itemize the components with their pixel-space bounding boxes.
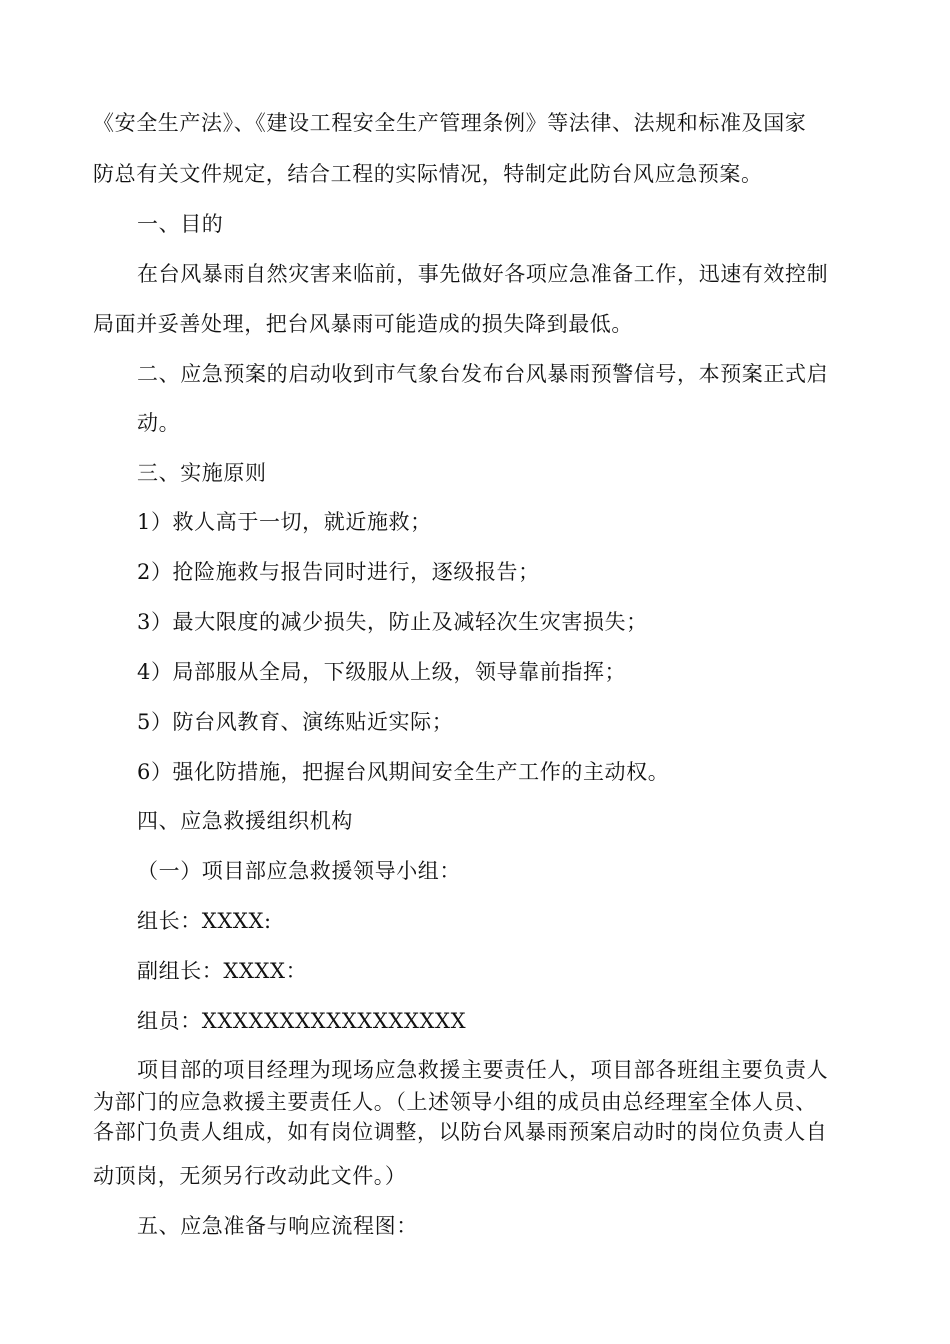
text-line-responsibility-4: 动顶岗，无须另行改动此文件。） — [93, 1164, 407, 1188]
subheading-leadership-group: （一）项目部应急救援领导小组： — [137, 859, 461, 883]
list-item-principle-1: 1）救人高于一切，就近施救； — [137, 510, 432, 534]
section-heading-flowchart: 五、应急准备与响应流程图： — [137, 1214, 418, 1238]
section-heading-principles: 三、实施原则 — [137, 461, 267, 485]
list-item-principle-2: 2）抢险施救与报告同时进行，逐级报告； — [137, 560, 540, 584]
text-line-activation-2: 动。 — [137, 411, 181, 435]
text-line-deputy-leader: 副组长：XXXX： — [137, 959, 308, 983]
text-line-leader: 组长：XXXX: — [137, 909, 272, 933]
section-heading-organization: 四、应急救援组织机构 — [137, 809, 353, 833]
section-heading-activation: 二、应急预案的启动收到市气象台发布台风暴雨预警信号，本预案正式启 — [137, 362, 829, 386]
list-item-principle-5: 5）防台风教育、演练贴近实际； — [137, 710, 454, 734]
text-line-purpose-2: 局面并妥善处理，把台风暴雨可能造成的损失降到最低。 — [93, 312, 633, 336]
text-line-intro-2: 防总有关文件规定，结合工程的实际情况，特制定此防台风应急预案。 — [93, 162, 763, 186]
list-item-principle-6: 6）强化防措施，把握台风期间安全生产工作的主动权。 — [137, 760, 670, 784]
text-line-intro-1: 《安全生产法》、《建设工程安全生产管理条例》等法律、法规和标准及国家 — [93, 111, 807, 135]
list-item-principle-3: 3）最大限度的减少损失，防止及减轻次生灾害损失； — [137, 610, 648, 634]
text-line-responsibility-3: 各部门负责人组成，如有岗位调整，以防台风暴雨预案启动时的岗位负责人自 — [93, 1120, 828, 1144]
text-line-members: 组员：XXXXXXXXXXXXXXXXX — [137, 1009, 467, 1033]
text-line-responsibility-2: 为部门的应急救援主要责任人。（上述领导小组的成员由总经理室全体人员、 — [93, 1090, 817, 1114]
section-heading-purpose: 一、目的 — [137, 212, 224, 236]
text-line-responsibility-1: 项目部的项目经理为现场应急救援主要责任人，项目部各班组主要负责人 — [137, 1058, 829, 1082]
text-line-purpose-1: 在台风暴雨自然灾害来临前，事先做好各项应急准备工作，迅速有效控制 — [137, 262, 829, 286]
list-item-principle-4: 4）局部服从全局，下级服从上级，领导靠前指挥； — [137, 660, 627, 684]
